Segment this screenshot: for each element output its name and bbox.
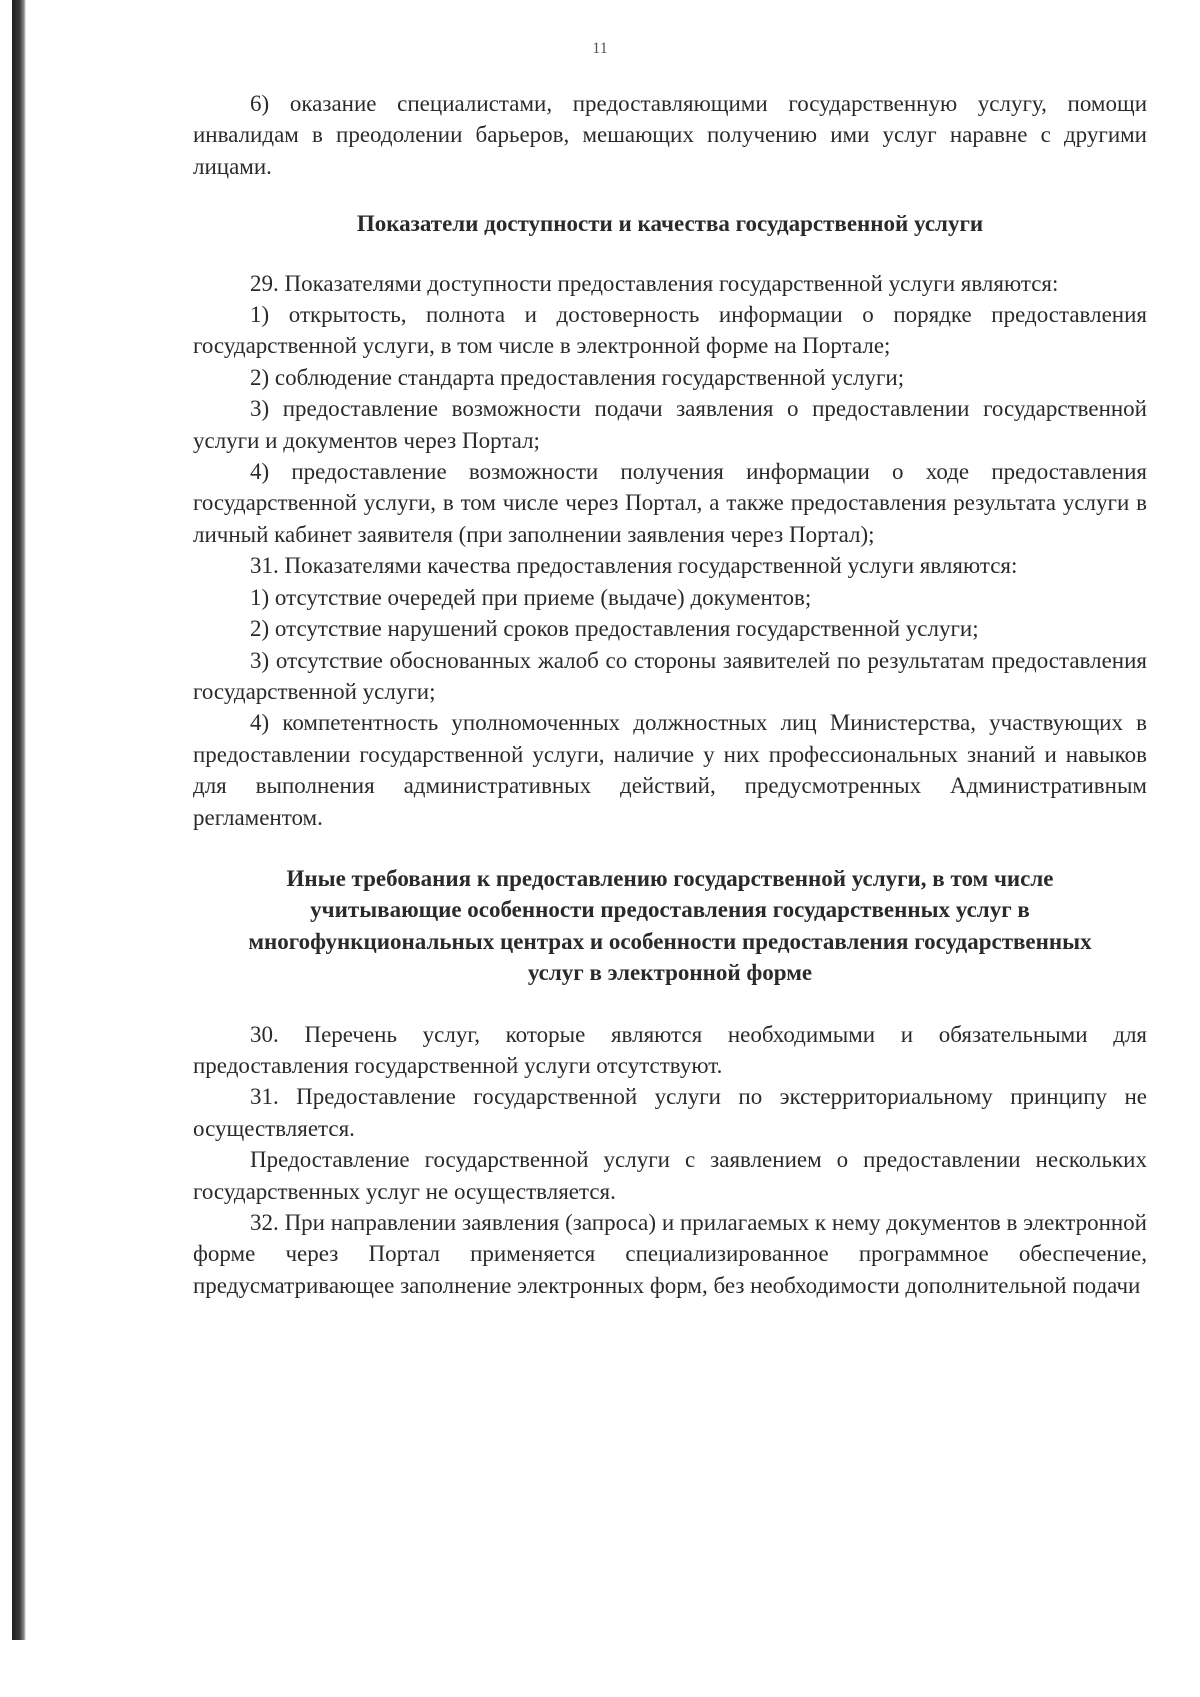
- paragraph: 31. Показателями качества предоставления государственной услуги являются:: [250, 553, 1018, 579]
- list-item: 2) соблюдение стандарта предоставления государственной услуги;: [250, 364, 905, 390]
- list-item: 1) открытость, полнота и достоверность информации о порядке предоставления государственной услуги, в том числе в электронной форме на Портале;: [193, 302, 1147, 359]
- paragraph: Предоставление государственной услуги с заявлением о предоставлении нескольких государственных услуг не осуществляется.: [193, 1147, 1147, 1204]
- list-item: 2) отсутствие нарушений сроков предоставления государственной услуги;: [250, 616, 979, 642]
- list-item: 3) предоставление возможности подачи заявления о предоставлении государственной услуги и документов через Портал;: [193, 396, 1147, 453]
- paragraph: 32. При направлении заявления (запроса) и прилагаемых к нему документов в электронной форме через Портал применяется специализированное программное обеспечение, предусматривающее заполнение электронных форм, без необходимости дополнительной подачи: [193, 1210, 1147, 1298]
- list-item: 4) компетентность уполномоченных должностных лиц Министерства, участвующих в предоставлении государственной услуги, наличие у них профессиональных знаний и навыков для выполнения административных действий, предусмотренных Административным регламентом.: [193, 710, 1147, 830]
- document-body: [193, 88, 1147, 1301]
- paragraph: 29. Показателями доступности предоставления государственной услуги являются:: [250, 270, 1059, 296]
- section-heading-other-requirements: Иные требования к предоставлению государственной услуги, в том числе учитывающие особенности предоставления государственных услуг в многофункциональных центрах и особенности предоставления государственных услуг в электронной форме: [248, 865, 1092, 986]
- page-number: 11: [592, 40, 608, 57]
- list-item: 3) отсутствие обоснованных жалоб со стороны заявителей по результатам предоставления государственной услуги;: [193, 647, 1147, 704]
- paragraph: 6) оказание специалистами, предоставляющими государственную услугу, помощи инвалидам в преодолении барьеров, мешающих получению ими услуг наравне с другими лицами.: [193, 91, 1147, 179]
- list-item: 4) предоставление возможности получения информации о ходе предоставления государственной услуги, в том числе через Портал, а также предоставления результата услуги в личный кабинет заявителя (при заполнении заявления через Портал);: [193, 459, 1147, 547]
- paragraph: 30. Перечень услуг, которые являются необходимыми и обязательными для предоставления государственной услуги отсутствуют.: [193, 1021, 1147, 1078]
- list-item: 1) отсутствие очередей при приеме (выдаче) документов;: [250, 584, 812, 610]
- scan-edge-shadow: [12, 0, 26, 1640]
- section-heading-availability: Показатели доступности и качества государственной услуги: [356, 211, 984, 237]
- paragraph: 31. Предоставление государственной услуги по экстерриториальному принципу не осуществляется.: [193, 1084, 1147, 1141]
